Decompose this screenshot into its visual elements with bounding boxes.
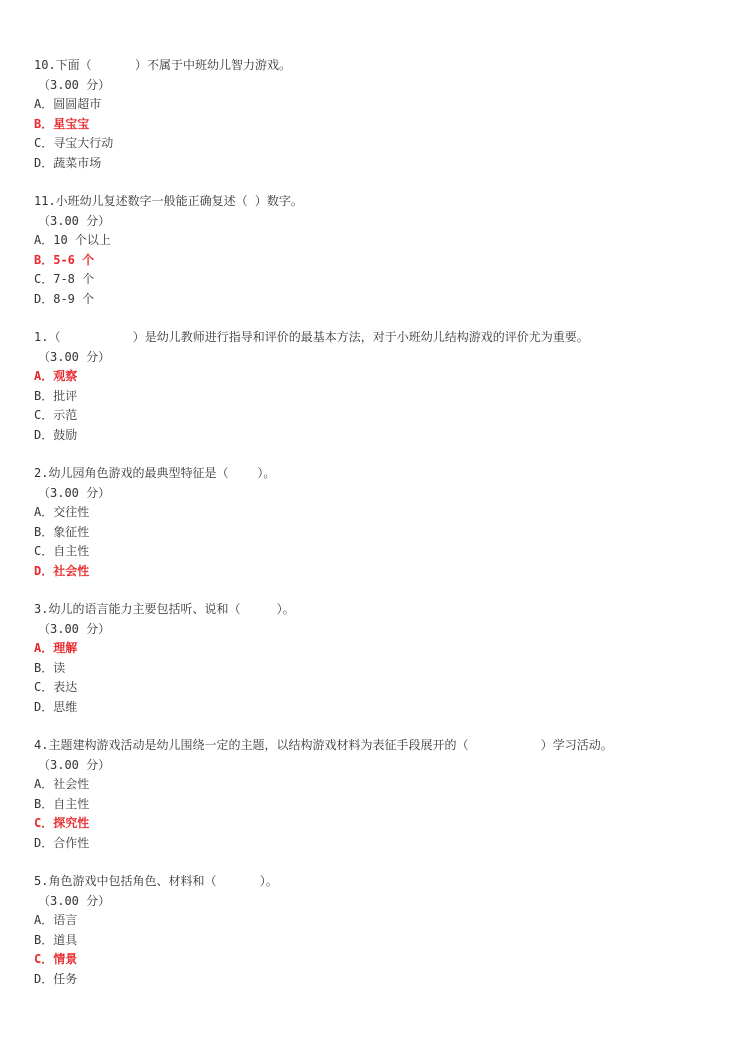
option-a: A．交往性: [34, 505, 90, 519]
question-score: （3.00 分）: [38, 77, 111, 92]
question-text: 3.幼儿的语言能力主要包括听、说和（ ）。: [34, 602, 295, 616]
question-text: 4.主题建构游戏活动是幼儿围绕一定的主题，以结构游戏材料为表征手段展开的（ ）学习活动。: [34, 738, 613, 752]
option-b: B．读: [34, 660, 66, 675]
option-b: B．自主性: [34, 796, 90, 811]
question-text: 11.小班幼儿复述数字一般能正确复述（ ）数字。: [34, 194, 303, 208]
option-c: C．示范: [34, 408, 78, 422]
option-c: C．表达: [34, 680, 78, 694]
question-3: [34, 600, 724, 717]
option-a: A．10 个以上: [34, 233, 111, 247]
question-text: 10.下面（ ）不属于中班幼儿智力游戏。: [34, 58, 292, 72]
question-score: （3.00 分）: [38, 621, 111, 636]
option-a: A．圆圆超市: [34, 97, 102, 111]
option-c-correct: C．探究性: [34, 816, 90, 830]
option-c: C．7-8 个: [34, 272, 95, 286]
question-11: [34, 192, 724, 309]
option-b-correct: B．星宝宝: [34, 116, 90, 131]
option-d: D．鼓励: [34, 427, 78, 442]
option-d: D．合作性: [34, 835, 90, 850]
option-a: A．语言: [34, 913, 78, 927]
option-d: D．8-9 个: [34, 291, 95, 306]
option-d: D．蔬菜市场: [34, 155, 102, 170]
option-a-correct: A．观察: [34, 369, 78, 383]
question-score: （3.00 分）: [38, 213, 111, 228]
option-a: A．社会性: [34, 777, 90, 791]
question-score: （3.00 分）: [38, 485, 111, 500]
question-text: 5.角色游戏中包括角色、材料和（ ）。: [34, 874, 278, 888]
question-score: （3.00 分）: [38, 349, 111, 364]
option-c: C．寻宝大行动: [34, 136, 114, 150]
option-d: D．思维: [34, 699, 78, 714]
question-text: 1.（ ）是幼儿教师进行指导和评价的最基本方法，对于小班幼儿结构游戏的评价尤为重要。: [34, 330, 589, 344]
option-a-correct: A．理解: [34, 641, 78, 655]
question-text: 2.幼儿园角色游戏的最典型特征是（ ）。: [34, 466, 276, 480]
question-4: [34, 736, 724, 853]
option-b: B．道具: [34, 932, 78, 947]
quiz-page: [34, 56, 724, 1008]
option-b: B．批评: [34, 388, 78, 403]
question-score: （3.00 分）: [38, 893, 111, 908]
option-b-correct: B．5-6 个: [34, 252, 95, 267]
question-score: （3.00 分）: [38, 757, 111, 772]
option-b: B．象征性: [34, 524, 90, 539]
option-c: C．自主性: [34, 544, 90, 558]
question-1: [34, 328, 724, 445]
question-10: [34, 56, 724, 173]
question-5: [34, 872, 724, 989]
option-c-correct: C．情景: [34, 952, 78, 966]
option-d: D．任务: [34, 971, 78, 986]
question-2: [34, 464, 724, 581]
option-d-correct: D．社会性: [34, 563, 90, 578]
